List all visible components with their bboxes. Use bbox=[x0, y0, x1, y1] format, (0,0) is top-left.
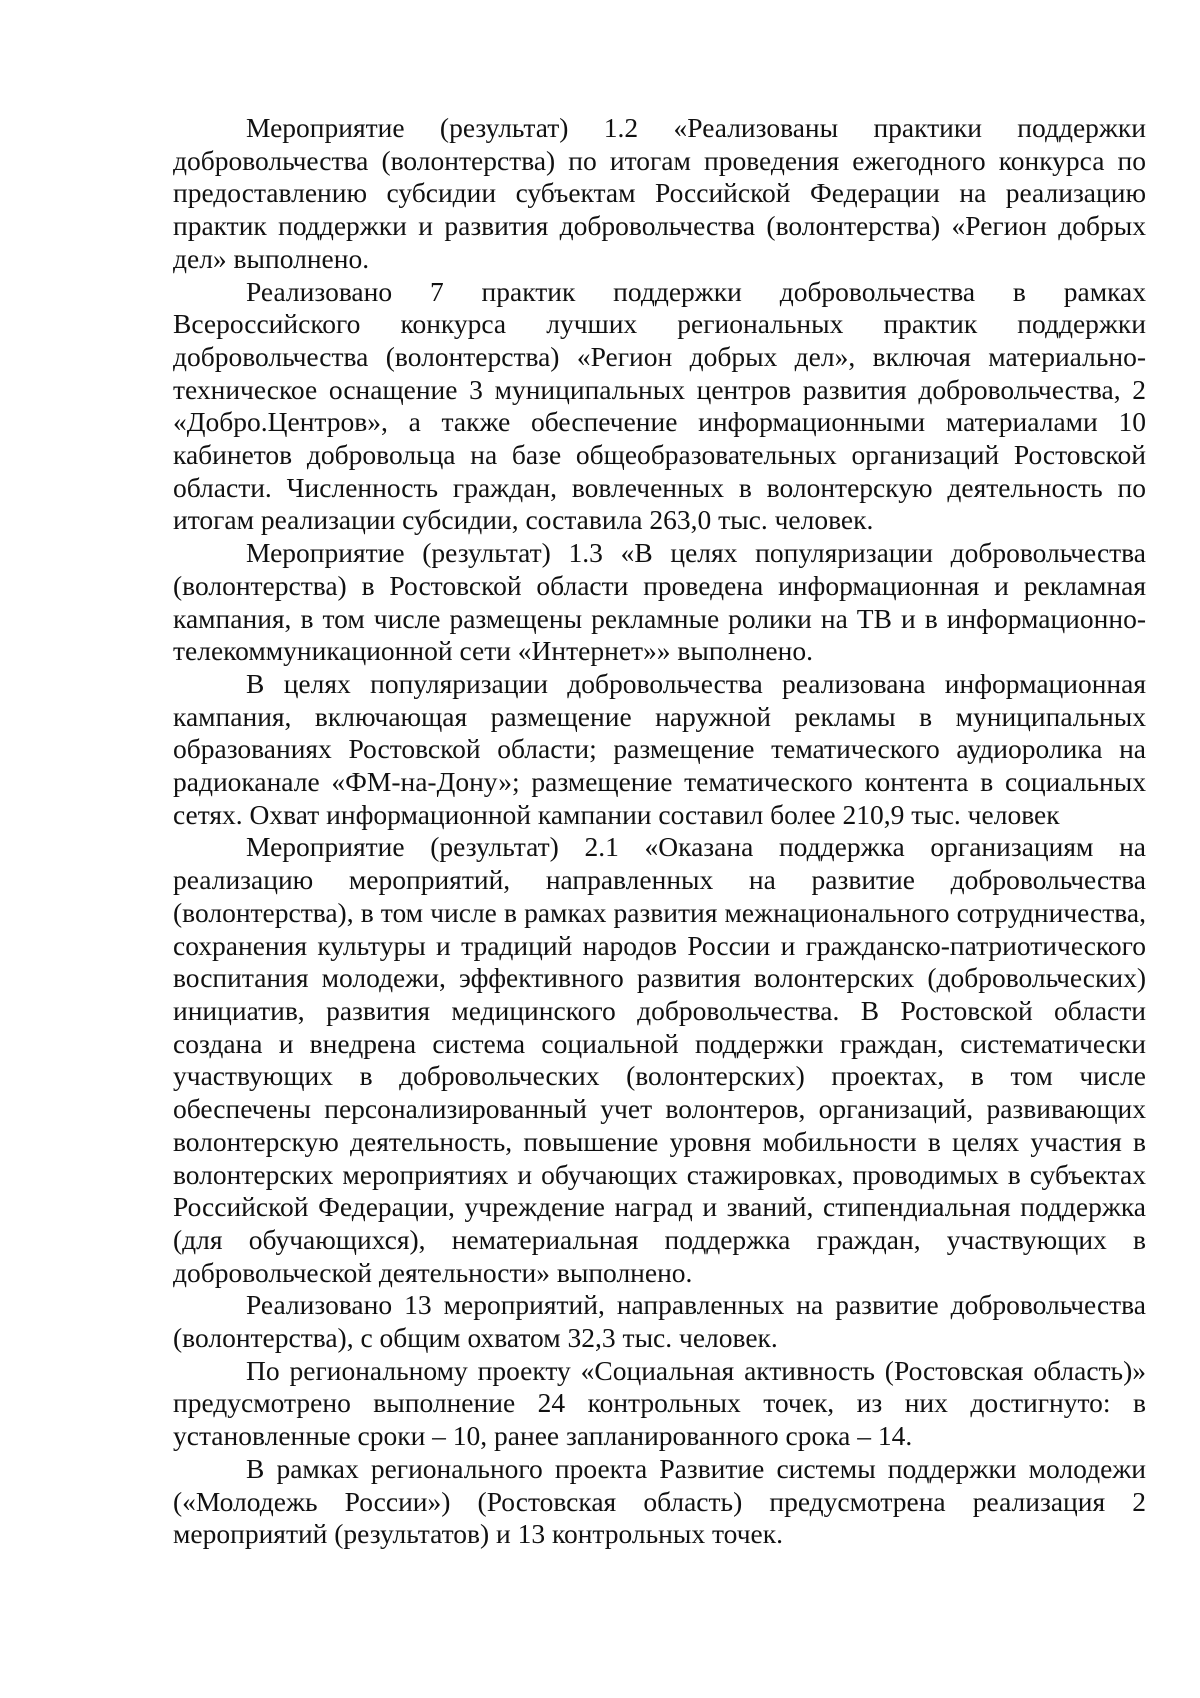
paragraph-event-2-1: Мероприятие (результат) 2.1 «Оказана поддержка организациям на реализацию мероприятий, направленных на развитие добровольчества (волонтерства), в том числе в рамках развития межнационального сотрудничества, сохранения культуры и традиций народов России и гражданско-патриотического воспитания молодежи, эффективного развития волонтерских (добровольческих) инициатив, развития медицинского добровольчества. В Ростовской области создана и внедрена система социальной поддержки граждан, систематически участвующих в добровольческих (волонтерских) проектах, в том числе обеспечены персонализированный учет волонтеров, организаций, развивающих волонтерскую деятельность, повышение уровня мобильности в целях участия в волонтерских мероприятиях и обучающих стажировках, проводимых в субъектах Российской Федерации, учреждение наград и званий, стипендиальная поддержка (для обучающихся), нематериальная поддержка граждан, участвующих в добровольческой деятельности» выполнено. bbox=[173, 831, 1146, 1288]
paragraph-control-points: По региональному проекту «Социальная активность (Ростовская область)» предусмотрено выполнение 24 контрольных точек, из них достигнуто: в установленные сроки – 10, ранее запланированного срока – 14. bbox=[173, 1354, 1146, 1452]
paragraph-event-1-3: Мероприятие (результат) 1.3 «В целях популяризации добровольчества (волонтерства) в Ростовской области проведена информационная и рекламная кампания, в том числе размещены рекламные ролики на ТВ и в информационно-телекоммуникационной сети «Интернет»» выполнено. bbox=[173, 537, 1146, 667]
paragraph-youth-project: В рамках регионального проекта Развитие системы поддержки молодежи («Молодежь России») (Ростовская область) предусмотрена реализация 2 мероприятий (результатов) и 13 контрольных точек. bbox=[173, 1452, 1146, 1550]
paragraph-events-result: Реализовано 13 мероприятий, направленных на развитие добровольчества (волонтерства), с общим охватом 32,3 тыс. человек. bbox=[173, 1289, 1146, 1354]
document-body bbox=[173, 112, 1146, 1551]
paragraph-practices-result: Реализовано 7 практик поддержки добровольчества в рамках Всероссийского конкурса лучших региональных практик поддержки добровольчества (волонтерства) «Регион добрых дел», включая материально-техническое оснащение 3 муниципальных центров развития добровольчества, 2 «Добро.Центров», а также обеспечение информационными материалами 10 кабинетов добровольца на базе общеобразовательных организаций Ростовской области. Численность граждан, вовлеченных в волонтерскую деятельность по итогам реализации субсидии, составила 263,0 тыс. человек. bbox=[173, 275, 1146, 536]
paragraph-event-1-2: Мероприятие (результат) 1.2 «Реализованы практики поддержки добровольчества (волонтерства) по итогам проведения ежегодного конкурса по предоставлению субсидии субъектам Российской Федерации на реализацию практик поддержки и развития добровольчества (волонтерства) «Регион добрых дел» выполнено. bbox=[173, 112, 1146, 274]
paragraph-info-campaign: В целях популяризации добровольчества реализована информационная кампания, включающая размещение наружной рекламы в муниципальных образованиях Ростовской области; размещение тематического аудиоролика на радиоканале «ФМ-на-Дону»; размещение тематического контента в социальных сетях. Охват информационной кампании составил более 210,9 тыс. человек bbox=[173, 667, 1146, 830]
